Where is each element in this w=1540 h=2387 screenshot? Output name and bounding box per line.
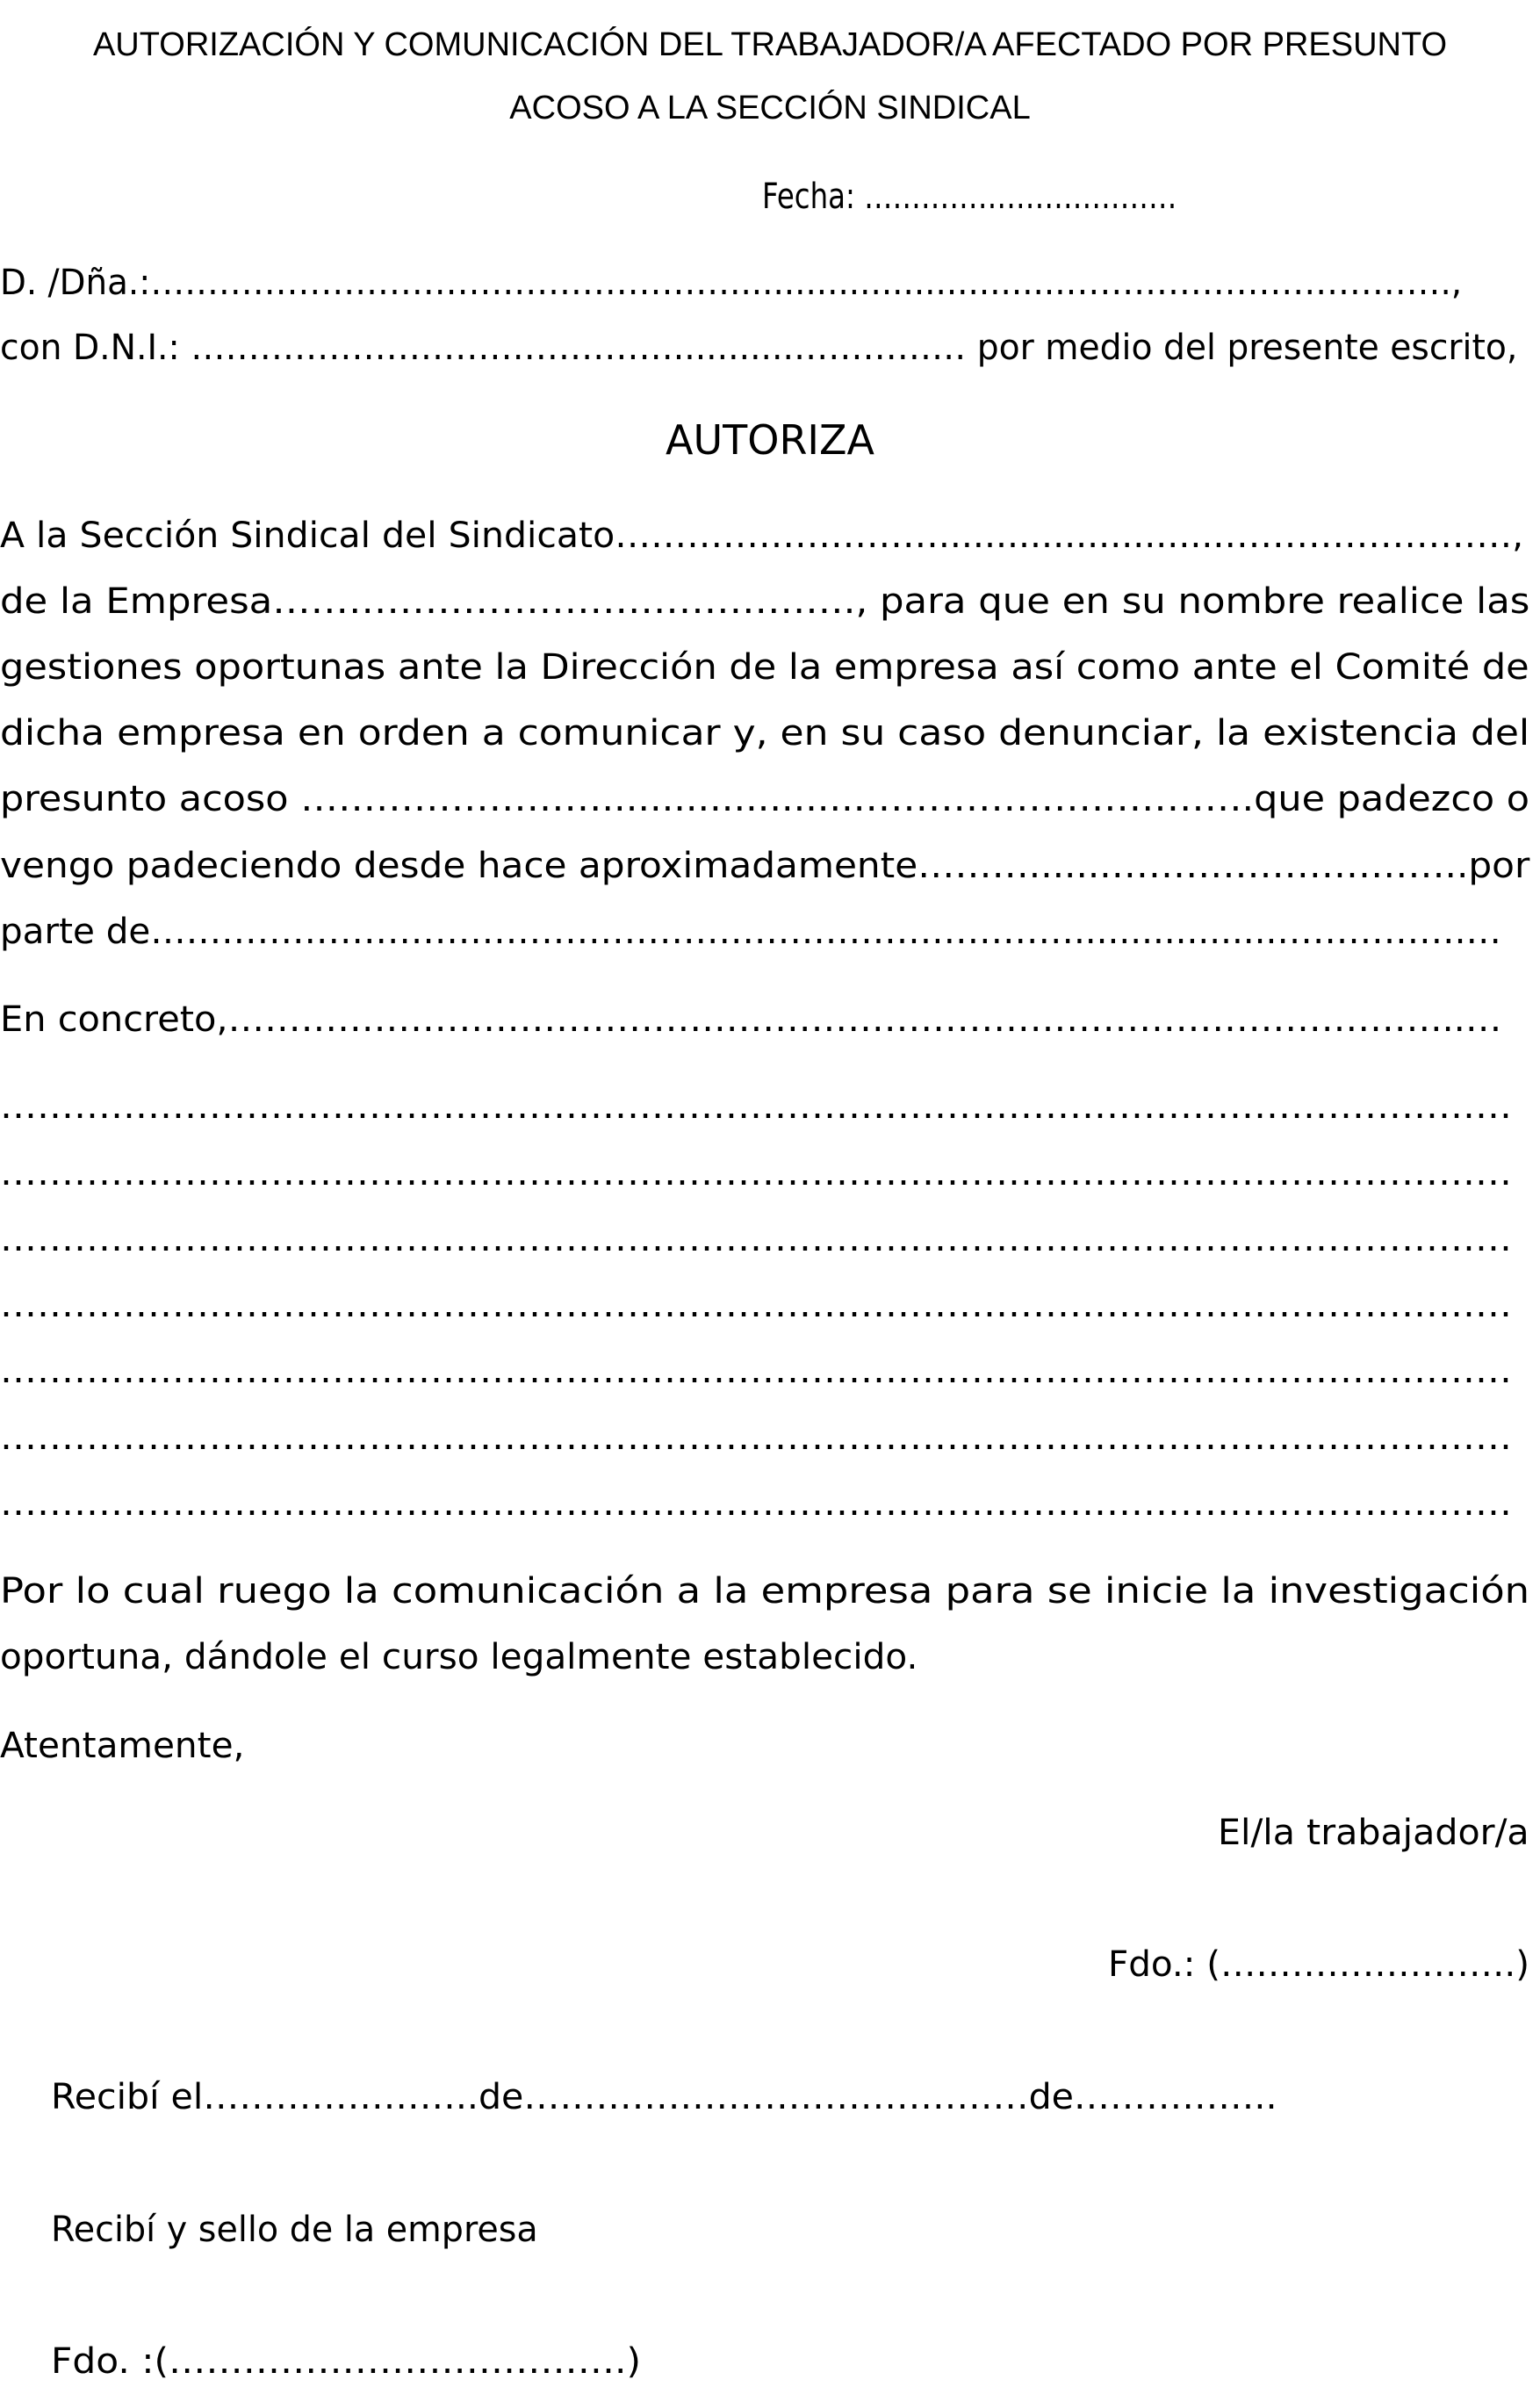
dotted-line: …………………………………………………………………………………………………………… bbox=[0, 1086, 1512, 1127]
body-line-2: de la Empresa………………………………………., para que en su nombre realice las bbox=[0, 581, 1530, 622]
document-title-line-1: AUTORIZACIÓN Y COMUNICACIÓN DEL TRABAJADOR/A AFECTADO POR PRESUNTO bbox=[92, 26, 1448, 63]
closing-line-2: oportuna, dándole el curso legalmente establecido. bbox=[0, 1637, 918, 1677]
body-line-7: parte de……………………………………………………………………..................…………….… bbox=[0, 912, 1501, 952]
worker-signature-line: Fdo.: (…………………….) bbox=[1108, 1944, 1529, 1985]
body-line-5: presunto acoso ……………………......................………………………….que padezco o bbox=[0, 779, 1530, 819]
date-line: Fecha: …………………………… bbox=[762, 177, 1177, 217]
dotted-line: …………………………………………………………………………………………………………… bbox=[0, 1219, 1512, 1259]
document-title-line-2: ACOSO A LA SECCIÓN SINDICAL bbox=[509, 90, 1031, 126]
concreto-line: En concreto,………………………………………………………………………………………...… bbox=[0, 999, 1502, 1040]
body-line-1: A la Sección Sindical del Sindicato……………………….........................……………………, bbox=[0, 516, 1524, 556]
body-line-3: gestiones oportunas ante la Dirección de la empresa así como ante el Comité de bbox=[0, 647, 1529, 688]
regards-text: Atentamente, bbox=[0, 1726, 245, 1766]
dotted-line: …………………………………………………………………………………………………………… bbox=[0, 1351, 1512, 1391]
autoriza-heading: AUTORIZA bbox=[666, 416, 874, 464]
dotted-line: …………………………………………………………………………………………………………… bbox=[0, 1285, 1512, 1325]
received-stamp-label: Recibí y sello de la empresa bbox=[51, 2210, 538, 2250]
body-line-4: dicha empresa en orden a comunicar y, en su caso denunciar, la existencia del bbox=[0, 713, 1530, 754]
dotted-line: …………………………………………………………………………………………………………… bbox=[0, 1417, 1512, 1458]
worker-label: El/la trabajador/a bbox=[1218, 1813, 1529, 1853]
dni-line: con D.N.I.: ……………………………………...........…………… por medio del presente escrito, bbox=[0, 328, 1518, 368]
closing-line-1: Por lo cual ruego la comunicación a la empresa para se inicie la investigación bbox=[0, 1571, 1530, 1612]
company-signature-line: Fdo. :(……………………………….) bbox=[51, 2341, 641, 2382]
dotted-line: …………………………………………………………………………………………………………… bbox=[0, 1153, 1512, 1194]
received-date-line: Recibí el…………………..de……………………………………de…………….. bbox=[51, 2077, 1277, 2117]
name-line: D. /Dña.:……………………………………………...............................……………………………., bbox=[0, 263, 1463, 303]
body-line-6: vengo padeciendo desde hace aproximadamente……….......………………………..por bbox=[0, 846, 1530, 886]
dotted-line: …………………………………………………………………………………………………………… bbox=[0, 1483, 1512, 1524]
